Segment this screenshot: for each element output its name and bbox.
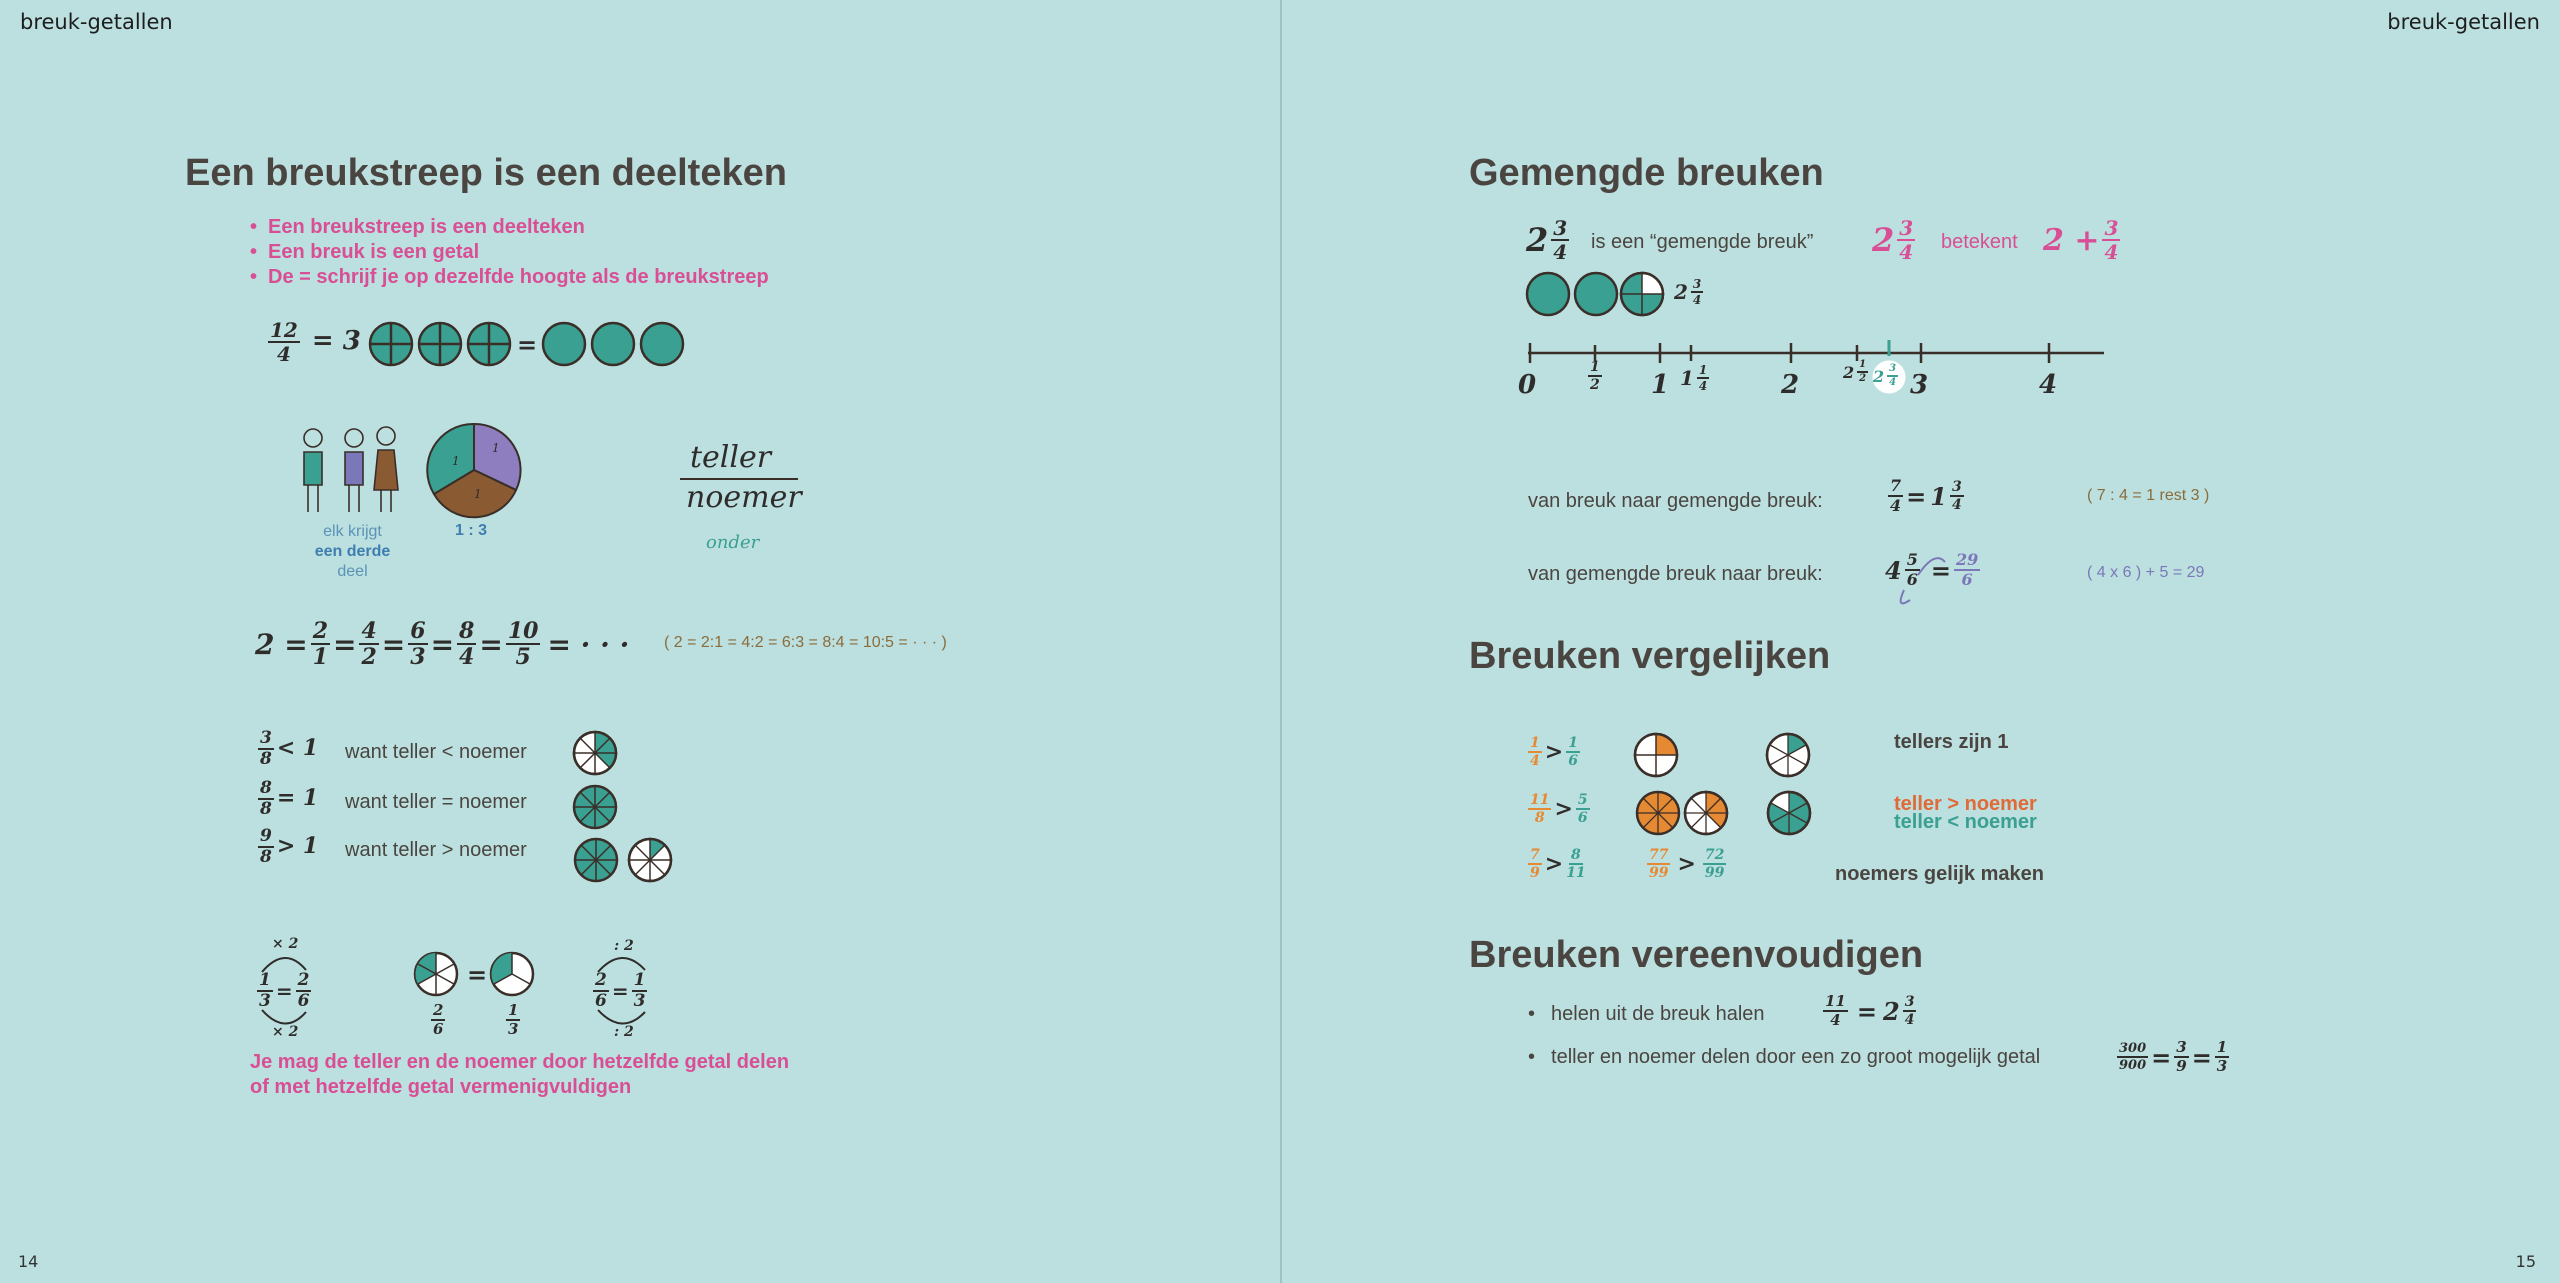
fraction-numerator: 4 (361, 618, 377, 644)
fraction-denominator: 9 (2176, 1057, 2187, 1075)
mixed-whole: 2 (1526, 221, 1549, 259)
fraction-denominator: 5 (515, 644, 531, 670)
conversion-label-1: van breuk naar gemengde breuk: (1528, 490, 1823, 512)
fraction-numerator: 29 (1955, 550, 1979, 569)
fraction-denominator: 4 (1698, 379, 1708, 393)
fraction-numerator: 2 (297, 970, 310, 990)
fraction-numerator: 7 (1890, 476, 1902, 495)
fraction-numerator: 1 (1857, 360, 1868, 373)
conversion-equation-1: $\frac{7}{4}$ = 1 $\frac{3}{4}$ (1890, 476, 1962, 515)
share-caption-line: een derde (314, 543, 391, 560)
fraction-numerator: 1 (633, 970, 646, 990)
fraction-numerator: 3 (1951, 479, 1962, 495)
fraction-numerator: 9 (260, 826, 272, 846)
fraction-denominator: 8 (1534, 810, 1545, 826)
share-caption-line: elk krijgt (323, 523, 382, 540)
fraction-denominator: 4 (276, 342, 291, 366)
page-number-right: 15 (2515, 1252, 2536, 1271)
simplify-fractions-title: Breuken vereenvoudigen (1469, 934, 1924, 976)
compare-sign: > 1 (276, 833, 319, 859)
equation-result: = 3 (311, 326, 361, 356)
simplify-item-2 (1528, 1046, 2040, 1069)
division-chain-note: ( 2 = 2:1 = 4:2 = 6:3 = 8:4 = 10:5 = · · · ) (664, 634, 947, 651)
fraction-numerator: 11 (1530, 792, 1550, 808)
fraction-numerator: 5 (1906, 550, 1918, 569)
tick-label-3: 3 (1910, 370, 1929, 400)
svg-text:1: 1 (474, 487, 482, 501)
fraction-denominator: 6 (1577, 810, 1588, 826)
fraction-denominator: 4 (1889, 377, 1897, 388)
fraction-denominator: 6 (297, 991, 310, 1011)
fraction-denominator: 900 (2119, 1058, 2147, 1073)
mixed-whole: 2 (1674, 280, 1688, 304)
compare-sign: = 1 (276, 785, 319, 811)
conversion-label-2: van gemengde breuk naar breuk: (1528, 563, 1823, 585)
fraction-denominator: 4 (1553, 240, 1568, 264)
fraction-numerator: 300 (2119, 1041, 2147, 1056)
svg-text:1: 1 (492, 441, 500, 455)
compare-note-3: noemers gelijk maken (1835, 863, 2044, 885)
fraction-denominator: 4 (1692, 293, 1702, 307)
compare-reason-1: want teller < noemer (345, 741, 527, 763)
mixed-whole: 1 (1930, 481, 1947, 511)
fraction-denominator: 4 (1899, 240, 1914, 264)
fraction-denominator: 8 (260, 799, 272, 819)
fraction-denominator: 3 (259, 991, 271, 1011)
compare-note-1: tellers zijn 1 (1894, 731, 2009, 753)
tick-label-4: 4 (2039, 370, 2058, 400)
fraction-denominator: 3 (2216, 1057, 2228, 1075)
compare-row-2: $\frac{11}{8}$ > $\frac{5}{6}$ (1530, 792, 1588, 826)
fraction-numerator: 8 (260, 778, 272, 798)
divide-equation: $\frac{2}{6}$ = $\frac{1}{3}$ (595, 970, 646, 1011)
fraction-numerator: 1 (2216, 1038, 2228, 1056)
fraction-denominator: 4 (1830, 1011, 1841, 1029)
compare-sign: < 1 (276, 735, 319, 761)
svg-text:1: 1 (452, 454, 460, 468)
share-ratio: 1 : 3 (455, 522, 488, 539)
fraction-denominator: 8 (260, 749, 272, 769)
fraction-numerator: 1 (1568, 735, 1578, 751)
divide-bottom-label: : 2 (614, 1024, 634, 1040)
fraction-numerator: 5 (1577, 792, 1588, 808)
fraction-numerator: 3 (1553, 216, 1568, 240)
fraction-numerator: 8 (459, 618, 475, 644)
page-number-left: 14 (18, 1252, 39, 1271)
fraction-numerator: 2 (433, 1001, 444, 1019)
fraction-denominator: 99 (1704, 865, 1725, 881)
multiply-bottom-label: × 2 (272, 1024, 299, 1040)
fraction-denominator: 6 (1961, 570, 1973, 589)
fraction-denominator: 8 (260, 847, 272, 867)
fraction-numerator: 10 (507, 618, 539, 644)
fraction-numerator: 3 (2104, 216, 2119, 240)
divide-top-label: : 2 (614, 938, 634, 954)
mixed-definition-text: is een “gemengde breuk” (1591, 231, 1814, 253)
compare-fractions-title: Breuken vergelijken (1469, 635, 1831, 677)
fraction-numerator: 11 (1825, 992, 1846, 1010)
compare-row-1: $\frac{1}{4}$ > $\frac{1}{6}$ (1530, 735, 1578, 769)
fraction-numerator: 3 (1899, 216, 1914, 240)
fraction-denominator: 2 (361, 644, 377, 670)
mixed-whole: 2 (1843, 362, 1855, 382)
fraction-numerator: 3 (1692, 277, 1702, 291)
running-head-left: breuk-getallen (20, 10, 173, 34)
fraction-denominator: 4 (1890, 496, 1902, 515)
fraction-denominator: 4 (459, 644, 475, 670)
compare-note-2b: teller < noemer (1894, 811, 2037, 833)
fraction-numerator: 1 (1698, 363, 1708, 377)
fraction-denominator: 1 (312, 644, 329, 670)
tick-label-0: 0 (1518, 370, 1537, 400)
key-point: • Een breukstreep is een deelteken (250, 215, 769, 240)
fraction-numerator: 3 (1904, 994, 1915, 1010)
fraction-denominator: 4 (1904, 1012, 1915, 1028)
conversion-note-2: ( 4 x 6 ) + 5 = 29 (2087, 564, 2205, 581)
simplify-equation-2: $\frac{300}{900}$ = $\frac{3}{9}$ = $\frac{1}{3}$ (2119, 1038, 2228, 1075)
tick-label-1: 1 (1651, 370, 1670, 400)
betekent-label: betekent (1941, 231, 2018, 253)
fraction-numerator: 72 (1704, 847, 1725, 863)
fraction-denominator: 99 (1649, 865, 1669, 881)
equals-sign: = (517, 330, 538, 359)
compare-reason-2: want teller = noemer (345, 791, 527, 813)
fraction-denominator: 6 (433, 1020, 444, 1038)
fraction-numerator: 2 (595, 970, 607, 990)
compare-row-3: $\frac{7}{9}$ > $\frac{8}{11}$ (1530, 847, 1586, 881)
mixed-whole: 4 (1885, 555, 1902, 585)
conversion-equation-2: 4 $\frac{5}{6}$ = $\frac{29}{6}$ (1885, 550, 1979, 589)
multiply-equation: $\frac{1}{3}$ = $\frac{2}{6}$ (259, 970, 310, 1011)
fraction-numerator: 1 (259, 970, 271, 990)
fraction-denominator: 4 (1951, 497, 1962, 513)
fraction-numerator: 3 (2176, 1038, 2187, 1056)
conversion-note-1: ( 7 : 4 = 1 rest 3 ) (2087, 487, 2210, 504)
mixed-whole: 2 (1873, 366, 1885, 386)
fraction-numerator: 1 (1530, 735, 1540, 751)
fraction-numerator: 6 (410, 618, 426, 644)
fraction-denominator: 3 (508, 1020, 519, 1038)
simplify-item-1 (1528, 1003, 1765, 1026)
fraction-denominator: 3 (633, 991, 646, 1011)
chain-tail: = · · · (547, 627, 630, 661)
fraction-denominator: 11 (1566, 865, 1586, 881)
key-point: • Een breuk is een getal (250, 240, 769, 265)
fraction-numerator: 8 (1571, 847, 1581, 863)
simplify-text: teller en noemer delen door een zo groot mogelijk getal (1551, 1046, 2041, 1068)
fraction-numerator: 3 (260, 728, 272, 748)
fraction-numerator: 77 (1649, 847, 1669, 863)
equals-sign: = (467, 960, 488, 989)
fraction-denominator: 6 (1906, 570, 1918, 589)
rule-line: of met hetzelfde getal vermenigvuldigen (250, 1076, 632, 1098)
left-page-title: Een breukstreep is een deelteken (185, 152, 787, 194)
compare-common-denominator: $\frac{77}{99}$ > $\frac{72}{99}$ (1649, 847, 1725, 881)
simplify-text: helen uit de breuk halen (1551, 1003, 1765, 1025)
compare-reason-3: want teller > noemer (345, 839, 527, 861)
mixed-whole: 2 (1882, 996, 1900, 1026)
teller-word: teller (690, 440, 772, 475)
noemer-word: noemer (686, 480, 802, 515)
key-point: • De = schrijf je op dezelfde hoogte als de breukstreep (250, 265, 769, 290)
compare-note-2a: teller > noemer (1894, 793, 2037, 815)
running-head-right: breuk-getallen (2387, 10, 2540, 34)
fraction-denominator: 6 (1568, 753, 1578, 769)
fraction-numerator: 2 (312, 618, 329, 644)
share-caption-line: deel (337, 563, 368, 580)
tick-label-2: 2 (1781, 370, 1800, 400)
mixed-fractions-title: Gemengde breuken (1469, 152, 1824, 194)
fraction-denominator: 2 (1590, 377, 1600, 393)
fraction-denominator: 2 (1859, 373, 1867, 384)
bullet-dot: • (1528, 1003, 1536, 1025)
fraction-numerator: 1 (1590, 359, 1600, 375)
equal-fraction-chain: 2 = $\frac{2}{1}$ = $\frac{4}{2}$ = $\frac{6}{3}$ = $\frac{8}{4}$ = $\frac{10}{5}$ = · · · (255, 618, 630, 670)
sum-whole: 2 + (2043, 222, 2100, 258)
bullet-dot: • (1528, 1046, 1536, 1068)
multiply-top-label: × 2 (272, 936, 299, 952)
onder-note: onder (706, 532, 760, 553)
mixed-whole: 1 (1680, 366, 1694, 390)
mixed-whole: 2 (1872, 221, 1895, 259)
rule-line: Je mag de teller en de noemer door hetzelfde getal delen (250, 1051, 790, 1073)
fraction-numerator: 1 (508, 1001, 519, 1019)
simplify-equation-1: $\frac{11}{4}$ = 2 $\frac{3}{4}$ (1825, 992, 1915, 1029)
fraction-denominator: 4 (2104, 240, 2119, 264)
fraction-denominator: 4 (1530, 753, 1540, 769)
chain-start: 2 = (255, 627, 308, 661)
fraction-numerator: 7 (1530, 847, 1540, 863)
fraction-denominator: 3 (410, 644, 426, 670)
fraction-denominator: 9 (1530, 865, 1540, 881)
fraction-denominator: 6 (595, 991, 607, 1011)
fraction-numerator: 12 (270, 318, 298, 342)
fraction-numerator: 3 (1887, 364, 1898, 377)
